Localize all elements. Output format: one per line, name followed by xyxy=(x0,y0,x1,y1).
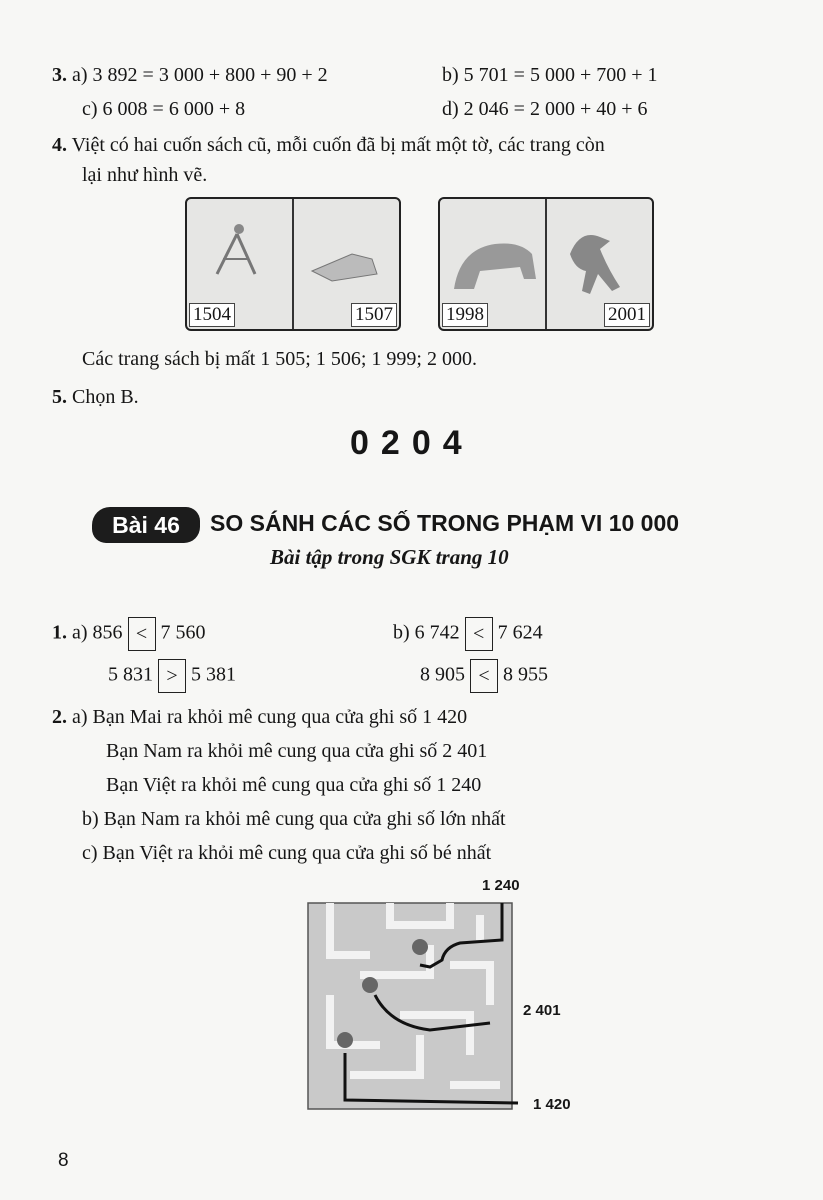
lesson-title: SO SÁNH CÁC SỐ TRONG PHẠM VI 10 000 xyxy=(210,510,680,536)
b2-a1: a) Bạn Mai ra khỏi mê cung qua cửa ghi số 1 420 xyxy=(72,706,468,728)
maze-diagram xyxy=(300,885,520,1115)
lesson-badge: Bài 46 xyxy=(92,507,200,543)
ex4-line1 xyxy=(52,134,605,157)
page-2001: 2001 xyxy=(604,303,650,327)
book-1-image xyxy=(185,197,401,331)
compare-box: < xyxy=(465,617,493,651)
b1-r1-right: 7 560 xyxy=(160,621,206,644)
b1-r2-right: 5 381 xyxy=(191,663,236,686)
b2-c: c) Bạn Việt ra khỏi mê cung qua cửa ghi số bé nhất xyxy=(82,842,492,864)
ex3-line1 xyxy=(52,64,328,87)
b2-a3: Bạn Việt ra khỏi mê cung qua cửa ghi số 1 240 xyxy=(106,774,482,796)
maze-exit-2401: 2 401 xyxy=(523,1002,561,1019)
compare-box: > xyxy=(158,659,186,693)
ex4-number: 4. xyxy=(52,134,67,156)
b1-number: 1. xyxy=(52,621,67,644)
compare-box: < xyxy=(470,659,498,693)
b1-r3-right: 7 624 xyxy=(497,621,543,644)
b2-line-a1 xyxy=(52,706,467,729)
ex4-text1: Việt có hai cuốn sách cũ, mỗi cuốn đã bị mất một tờ, các trang còn xyxy=(71,134,605,156)
ex3-number: 3. xyxy=(52,64,67,86)
page-1507: 1507 xyxy=(351,303,397,327)
compare-box: < xyxy=(128,617,156,651)
ex5-line xyxy=(52,386,139,409)
ex3-d: d) 2 046 = 2 000 + 40 + 6 xyxy=(442,98,648,120)
section-code: 0204 xyxy=(350,424,474,462)
b2-a2: Bạn Nam ra khỏi mê cung qua cửa ghi số 2 401 xyxy=(106,740,488,762)
book-2-image xyxy=(438,197,654,331)
b1-a-label: a) xyxy=(72,621,88,644)
b1-row-2 xyxy=(108,659,236,693)
b2-number: 2. xyxy=(52,706,67,728)
b1-r3-left: 6 742 xyxy=(414,621,460,644)
b1-row-3 xyxy=(393,617,543,651)
ex3-a: a) 3 892 = 3 000 + 800 + 90 + 2 xyxy=(72,64,328,86)
b1-r4-left: 8 905 xyxy=(420,663,465,686)
ex5-number: 5. xyxy=(52,386,67,408)
b1-r1-left: 856 xyxy=(92,621,123,644)
b1-r4-right: 8 955 xyxy=(503,663,548,686)
ex4-text2: lại như hình vẽ. xyxy=(82,164,208,186)
ex3-b: b) 5 701 = 5 000 + 700 + 1 xyxy=(442,64,658,86)
ex3-c: c) 6 008 = 6 000 + 8 xyxy=(82,98,246,120)
lesson-subtitle: Bài tập trong SGK trang 10 xyxy=(270,545,509,569)
ex5-text: Chọn B. xyxy=(72,386,139,408)
child-icon xyxy=(362,977,378,993)
child-icon xyxy=(412,939,428,955)
page-1998: 1998 xyxy=(442,303,488,327)
b1-b-label: b) xyxy=(393,621,410,644)
child-icon xyxy=(337,1032,353,1048)
b1-row-4 xyxy=(420,659,548,693)
b1-row-1 xyxy=(52,617,206,651)
maze-exit-1240: 1 240 xyxy=(482,877,520,894)
page-number: 8 xyxy=(58,1150,69,1171)
ex4-answer: Các trang sách bị mất 1 505; 1 506; 1 999; 2 000. xyxy=(82,348,477,370)
maze-exit-1420: 1 420 xyxy=(533,1096,571,1113)
b2-b: b) Bạn Nam ra khỏi mê cung qua cửa ghi số lớn nhất xyxy=(82,808,506,830)
page-1504: 1504 xyxy=(189,303,235,327)
b1-r2-left: 5 831 xyxy=(108,663,153,686)
